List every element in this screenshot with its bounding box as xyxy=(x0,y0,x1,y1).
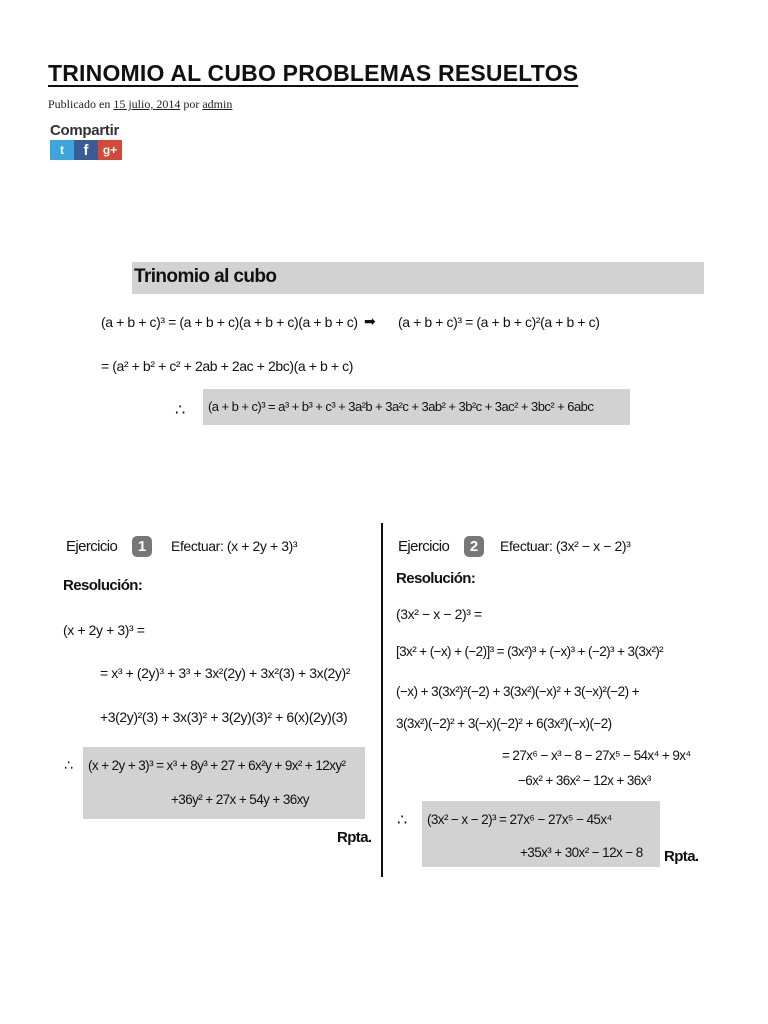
share-widget xyxy=(50,122,122,160)
exercise1-number-badge: 1 xyxy=(132,536,152,557)
post-date-link[interactable]: 15 julio, 2014 xyxy=(113,97,181,111)
exercise1-answer-label: Rpta. xyxy=(337,829,372,846)
exercise1-result-line2: +36y² + 27x + 54y + 36xy xyxy=(171,792,309,807)
exercise1-statement: Efectuar: (x + 2y + 3)³ xyxy=(171,538,298,554)
google-plus-icon[interactable]: g+ xyxy=(98,140,122,160)
exercise2-number-badge: 2 xyxy=(464,536,484,557)
exercise2-resolution-label: Resolución: xyxy=(396,570,476,587)
author-link[interactable]: admin xyxy=(202,97,233,111)
theory-line1-right: (a + b + c)³ = (a + b + c)²(a + b + c) xyxy=(398,314,600,330)
exercise2-step: = 27x⁶ − x³ − 8 − 27x⁵ − 54x⁴ + 9x⁴ xyxy=(502,748,691,763)
therefore-symbol: ∴ xyxy=(175,400,186,419)
exercise1-result-line1: (x + 2y + 3)³ = x³ + 8y³ + 27 + 6x²y + 9x² + 12xy² xyxy=(88,758,346,773)
exercise2-step: [3x² + (−x) + (−2)]³ = (3x²)³ + (−x)³ + (−2)³ + 3(3x²)² xyxy=(396,644,664,659)
by-label: por xyxy=(183,97,200,111)
published-prefix: Publicado en xyxy=(48,97,111,111)
exercise2-step: −6x² + 36x² − 12x + 36x³ xyxy=(518,773,651,788)
exercise1-step: = x³ + (2y)³ + 3³ + 3x²(2y) + 3x²(3) + 3x(2y)² xyxy=(100,665,350,681)
exercise1-label: Ejercicio xyxy=(66,538,118,555)
facebook-icon[interactable]: f xyxy=(74,140,98,160)
post-meta xyxy=(48,97,232,112)
exercise2-answer-label: Rpta. xyxy=(664,848,699,865)
exercise2-step: (3x² − x − 2)³ = xyxy=(396,606,482,622)
theory-line1-left: (a + b + c)³ = (a + b + c)(a + b + c)(a + b + c) xyxy=(101,314,358,330)
column-divider xyxy=(381,523,383,877)
arrow-right-icon: ➡ xyxy=(364,315,376,330)
exercise1-resolution-label: Resolución: xyxy=(63,577,143,594)
therefore-symbol: ∴ xyxy=(397,810,408,829)
theory-result: (a + b + c)³ = a³ + b³ + c³ + 3a²b + 3a²c + 3ab² + 3b²c + 3ac² + 3bc² + 6abc xyxy=(208,399,594,414)
twitter-icon[interactable]: t xyxy=(50,140,74,160)
exercise2-result-line2: +35x³ + 30x² − 12x − 8 xyxy=(520,845,643,860)
exercise1-step: (x + 2y + 3)³ = xyxy=(63,622,145,638)
exercise1-step: +3(2y)²(3) + 3x(3)² + 3(2y)(3)² + 6(x)(2y)(3) xyxy=(100,709,348,725)
exercise2-step: (−x) + 3(3x²)²(−2) + 3(3x²)(−x)² + 3(−x)²(−2) + xyxy=(396,684,640,699)
theory-line2: = (a² + b² + c² + 2ab + 2ac + 2bc)(a + b + c) xyxy=(101,358,354,374)
section-heading-text: Trinomio al cubo xyxy=(134,266,277,287)
exercise2-result-line1: (3x² − x − 2)³ = 27x⁶ − 27x⁵ − 45x⁴ xyxy=(427,812,612,827)
exercise2-statement: Efectuar: (3x² − x − 2)³ xyxy=(500,538,631,554)
therefore-symbol: ∴ xyxy=(64,758,73,774)
exercise2-label: Ejercicio xyxy=(398,538,450,555)
section-heading xyxy=(132,262,704,294)
exercise2-step: 3(3x²)(−2)² + 3(−x)(−2)² + 6(3x²)(−x)(−2) xyxy=(396,716,612,731)
post-title[interactable]: TRINOMIO AL CUBO PROBLEMAS RESUELTOS xyxy=(48,60,579,86)
share-label: Compartir xyxy=(50,122,119,139)
